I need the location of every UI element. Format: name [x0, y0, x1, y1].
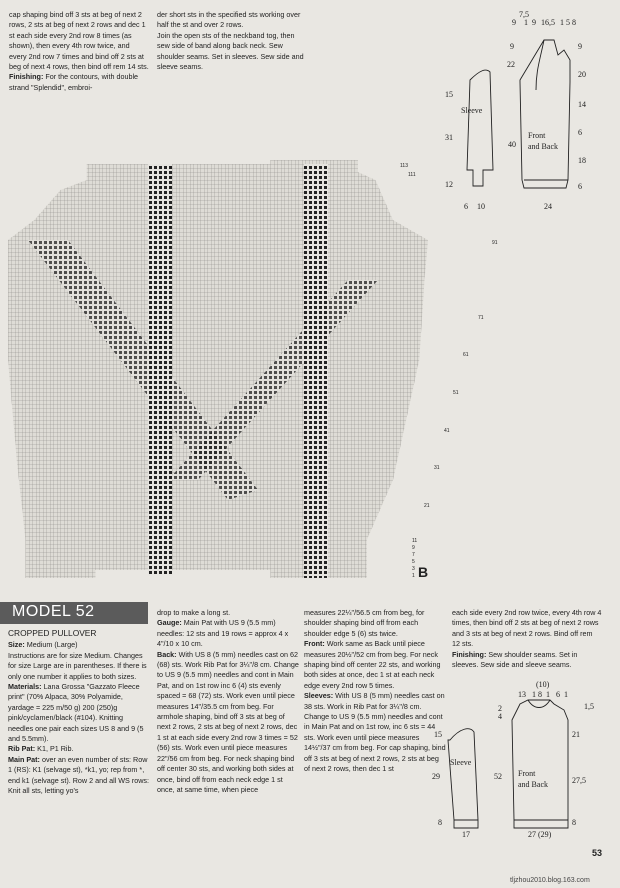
bot-dim-7: 1 [564, 690, 568, 699]
top-finishing-text: For the contours, with double strand "Splendid", embroi- [9, 72, 139, 92]
bot-dim-4: 8 [538, 690, 542, 699]
bot-dim-1: (10) [536, 680, 550, 689]
bot-dim-9: 2 [498, 704, 502, 713]
knitting-chart-grid [8, 160, 428, 580]
model-banner-text: MODEL 52 [12, 603, 95, 620]
watermark: tljzhou2010.blog.163.com [510, 877, 590, 884]
top-text-col-1 [9, 10, 149, 93]
top-dim-1: 7,5 [519, 10, 529, 19]
top-schematic [440, 10, 618, 210]
row-number: 11 [412, 538, 418, 544]
top-dim-6: 1 [560, 18, 564, 27]
instructions-col-4 [452, 608, 602, 670]
top-join-text: der short sts in the specified sts working over half the st and over 2 rows. Join the open sts of the neckband tog, then sew side of band along back neck. Sew shoulder seams. Set in sleeves. Sew side and sleeve seams. [157, 10, 304, 72]
row-number: 7 [412, 552, 415, 558]
bot-dim-6: 6 [556, 690, 560, 699]
bot-front-back-label: Front and Back [518, 769, 548, 789]
top-dim-22: 18 [578, 156, 586, 165]
top-dim-11: 22 [507, 60, 515, 69]
bot-dim-12: 29 [432, 772, 440, 781]
size-value: Medium (Large) [26, 640, 78, 650]
row-number: 91 [492, 240, 498, 246]
bot-dim-11: 15 [434, 730, 442, 739]
col3-continuation: measures 22¼"/56.5 cm from beg, for shoulder shaping bind off from each shoulder edge 5 (6) sts twice. [304, 608, 425, 638]
top-dim-2: 9 [512, 18, 516, 27]
row-number: 5 [412, 559, 415, 565]
bot-dim-14: 17 [462, 830, 470, 839]
top-dim-7: 5 [566, 18, 570, 27]
bot-dim-19: 27 (29) [528, 830, 552, 839]
row-number: 61 [463, 352, 469, 358]
top-sleeve-label: Sleeve [461, 106, 483, 115]
rib-label: Rib Pat: [8, 744, 36, 754]
finishing-label: Finishing: [452, 649, 487, 659]
size-label: Size: [8, 640, 25, 650]
main-pat-label: Main Pat: [8, 754, 40, 764]
top-dim-3: 1 [524, 18, 528, 27]
bot-dim-17: 27,5 [572, 776, 586, 785]
top-text-col-2 [157, 10, 305, 72]
row-number: 9 [412, 545, 415, 551]
top-dim-20: 14 [578, 100, 586, 109]
top-dim-8: 8 [572, 18, 576, 27]
model-title: CROPPED PULLOVER [8, 628, 97, 638]
bot-dim-18: 8 [572, 818, 576, 827]
bot-sleeve-label: Sleeve [450, 758, 472, 767]
back-text: With US 8 (5 mm) needles cast on 62 (68) sts. Work Rib Pat for 3¼"/8 cm. Change to US 9 (5.5 mm) needles and cont in Main Pat, and on 1st row inc 6 (4) sts evenly spaced = 68 (72) sts. Work even until piece measures 14"/35.5 cm from beg. For armhole shaping, bind off 3 sts at beg of next 2 rows, 2 sts at beg of next 2 rows, dec 1 st at each side every 2nd row 3 times = 52 (56) sts. Work even until piece measures 22"/56 cm from beg. For neck shaping bind off center 30 sts, and working both sides at once, bind off from each neck edge 1 st once, at same time, when piece [157, 649, 299, 794]
top-dim-16: 6 [464, 202, 468, 211]
top-dim-9: 9 [510, 42, 514, 51]
top-dim-10: 9 [578, 42, 582, 51]
materials-label: Materials: [8, 682, 42, 692]
bot-dim-2: 13 [518, 690, 526, 699]
bot-dim-8: 1,5 [584, 702, 594, 711]
instructions-col-2 [157, 608, 299, 795]
top-dim-21: 6 [578, 128, 582, 137]
top-finishing-label: Finishing: [9, 72, 44, 82]
sleeves-text: With US 8 (5 mm) needles cast on 38 sts. Work in Rib Pat for 3¼"/8 cm. Change to US 9 (5.5 mm) needles and cont in Main Pat and on 1st row, inc 6 sts = 44 sts. Work even until piece measures 14½"/37 cm from beg. For cap shaping, bind off 3 sts at beg of next 2 rows, 2 sts at beg of next 2 rows, then dec 1 st [304, 691, 446, 774]
top-cap-shaping-text: cap shaping bind off 3 sts at beg of next 2 rows, 2 sts at beg of next 2 rows and dec 1 st each side every 2nd row 8 times (as shown), then every 4th row twice, and every 2nd row 7 times and bind off 2 sts at beg of next 4 rows, then bind off rem 14 sts. [9, 10, 149, 72]
row-number: 51 [453, 390, 459, 396]
front-text: Work same as Back until piece measures 20½"/52 cm from beg. For neck shaping bind off center 22 sts, and working both sides at once, dec 1 st at each neck edge every 2nd row 5 times. [304, 639, 441, 690]
size-text: Instructions are for size Medium. Changes for size Large are in parentheses. If there is only one number it applies to both sizes. [8, 650, 147, 681]
top-dim-17: 10 [477, 202, 485, 211]
page-number: 53 [592, 848, 603, 858]
top-dim-13: 31 [445, 133, 453, 142]
row-number: 3 [412, 566, 415, 572]
bot-dim-10: 4 [498, 712, 502, 721]
bot-dim-13: 8 [438, 818, 442, 827]
chart-letter: B [418, 564, 429, 580]
rib-text: K1, P1 Rib. [37, 744, 74, 754]
bottom-schematic [420, 680, 618, 840]
top-dim-15: 12 [445, 180, 453, 189]
bot-dim-5: 1 [546, 690, 550, 699]
back-label: Back: [157, 649, 177, 659]
bot-dim-16: 21 [572, 730, 580, 739]
col2-continuation: drop to make a long st. [157, 608, 231, 617]
top-dim-4: 9 [532, 18, 536, 27]
row-number: 111 [408, 172, 416, 178]
materials-text: Lana Grossa "Gazzato Fleece print" (70% Alpaca, 30% Polyamide, yardage = 225 m/50 g) 200 (250)g pink/cyclamen/black (#104). Knitting needles one pair each sizes US 8 and 9 (5 and 5.5mm). [8, 682, 144, 744]
instructions-col-1 [8, 628, 150, 797]
bot-dim-15: 52 [494, 772, 502, 781]
top-dim-18: 24 [544, 202, 552, 211]
top-front-back-label: Front and Back [528, 131, 558, 151]
front-label: Front: [304, 639, 325, 649]
row-number: 71 [478, 315, 484, 321]
gauge-text: Main Pat with US 9 (5.5 mm) needles: 12 sts and 19 rows = approx 4 x 4"/10 x 10 cm. [157, 618, 289, 649]
main-pat-text: over an even number of sts: Row 1 (RS): K1 (selvage st), *k1, yo; rep from *, end k1 (selvage st). Row 2 and all WS rows: Knit all sts, letting yo's [8, 754, 150, 796]
top-dim-12: 15 [445, 90, 453, 99]
row-number: 1 [412, 573, 415, 579]
finishing-text: Sew shoulder seams. Set in sleeves. Sew side and sleeve seams. [452, 649, 578, 670]
row-number: 113 [400, 163, 408, 169]
gauge-label: Gauge: [157, 618, 182, 628]
row-number: 31 [434, 465, 440, 471]
row-number: 21 [424, 503, 430, 509]
model-banner [0, 602, 148, 624]
sleeves-label: Sleeves: [304, 691, 334, 701]
top-dim-23: 6 [578, 182, 582, 191]
col4-continuation: each side every 2nd row twice, every 4th row 4 times, then bind off 2 sts at beg of next 2 rows and 3 sts at beg of next 2 rows. Bind off rem 12 sts. [452, 608, 602, 649]
row-number: 41 [444, 428, 450, 434]
top-dim-14: 40 [508, 140, 516, 149]
top-dim-5: 16,5 [541, 18, 555, 27]
bot-dim-3: 1 [532, 690, 536, 699]
top-dim-19: 20 [578, 70, 586, 79]
